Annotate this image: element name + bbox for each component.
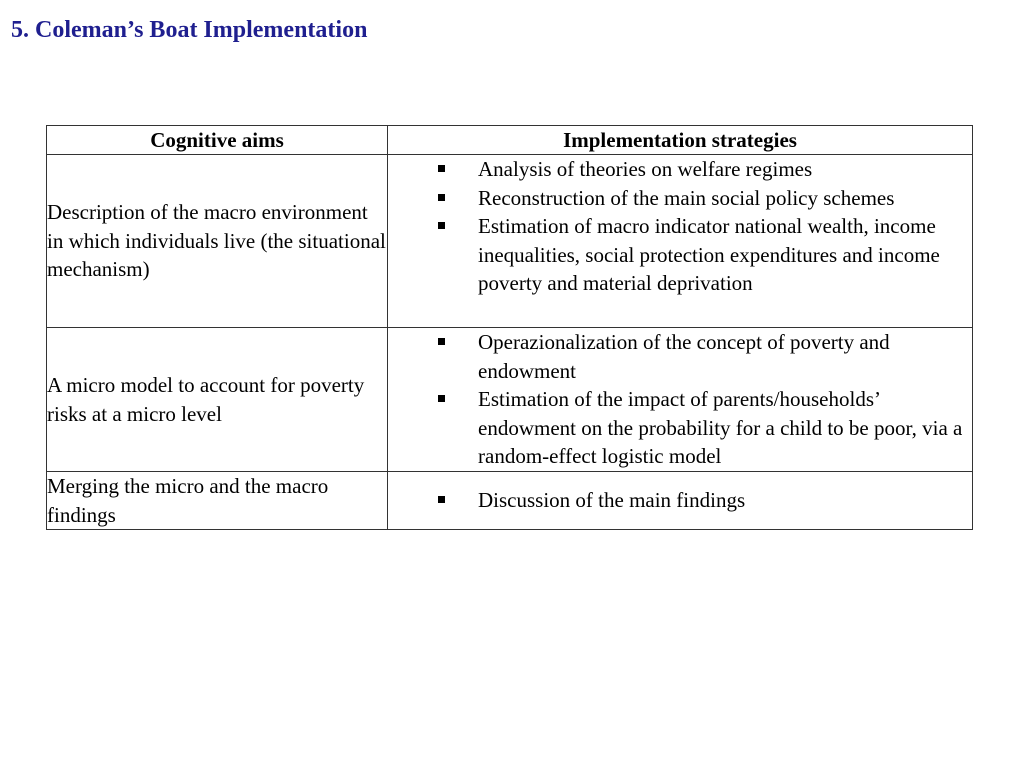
strategy-text: Operazionalization of the concept of poverty and endowment [478,330,890,383]
strategy-text: Analysis of theories on welfare regimes [478,157,813,181]
slide-title: 5. Coleman’s Boat Implementation [11,17,368,43]
square-bullet-icon [438,496,445,503]
implementation-table [46,125,973,530]
strategy-item [388,212,972,298]
column-header-cognitive-aims: Cognitive aims [47,126,388,155]
strategy-item [388,155,972,184]
strategy-item [388,385,972,471]
square-bullet-icon [438,222,445,229]
square-bullet-icon [438,165,445,172]
cognitive-aim-cell: A micro model to account for poverty risks at a micro level [47,328,388,472]
strategy-list [388,155,972,298]
strategy-text: Estimation of macro indicator national wealth, income inequalities, social protection expenditures and income poverty and material deprivation [478,214,940,295]
strategy-item [388,486,972,515]
square-bullet-icon [438,338,445,345]
cognitive-aim-cell: Merging the micro and the macro findings [47,472,388,530]
strategy-text: Discussion of the main findings [478,488,746,513]
table-row [47,155,973,328]
column-header-implementation-strategies: Implementation strategies [388,126,973,155]
table-header-row [47,126,973,155]
square-bullet-icon [438,395,445,402]
strategy-text: Reconstruction of the main social policy schemes [478,185,895,210]
strategies-cell [388,328,973,472]
strategy-list [388,486,972,515]
cognitive-aim-cell: Description of the macro environment in which individuals live (the situational mechanism) [47,155,388,328]
strategy-text: Estimation of the impact of parents/households’ endowment on the probability for a child to be poor, via a random-effect logistic model [478,387,963,468]
square-bullet-icon [438,194,445,201]
strategies-cell [388,472,973,530]
strategy-item [388,184,972,213]
strategy-item [388,328,972,385]
table-row [47,328,973,472]
strategy-list [388,328,972,471]
table-row [47,472,973,530]
strategies-cell [388,155,973,328]
